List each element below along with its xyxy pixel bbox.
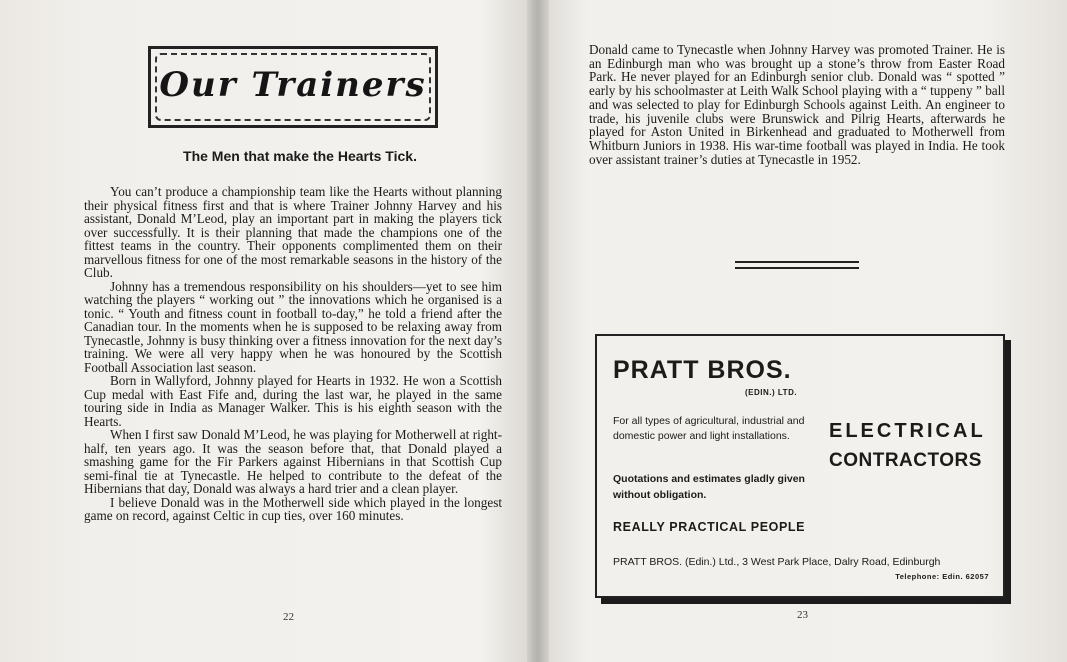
ad-company-name: PRATT BROS. [613,356,792,384]
paragraph: Johnny has a tremendous responsibility on his shoulders—yet to see him watching the players “ working out ” the innovations which he organised is a tonic. “ Youth and fitness count in football to-day,” he told a friend after the Canadian tour. In the moments when he is supposed to be relaxing away from Tynecastle, Johnny is busy thinking over a fitness innovation for the next day’s training. We were all very happy when he was honoured by the Scottish Football Association last season. [84,278,502,375]
page-number: 23 [797,609,808,621]
ad-quotations-text: Quotations and estimates gladly given without obligation. [613,473,805,501]
divider-line [735,267,859,269]
ad-tagline: REALLY PRACTICAL PEOPLE [613,520,806,534]
ad-telephone: Telephone: Edin. 62057 [895,572,989,581]
title-frame [148,46,438,128]
article-body [84,185,502,523]
page-title: Our Trainers [159,65,427,105]
paragraph: You can’t produce a championship team like the Hearts without planning their physical fitness first and that is where Trainer Johnny Harvey and his assistant, Donald M’Leod, play an important part in making the players tick over successfully. It is their planning that made the champions one of the fittest teams in the country. Their opponents complimented them on their marvellous fitness for one of the most remarkable seasons in the history of the Club. [84,184,502,280]
page-number: 22 [283,611,294,623]
paragraph: Donald came to Tynecastle when Johnny Harvey was promoted Trainer. He is an Edinburgh man who was brought up a stone’s throw from Easter Road Park. He never played for an Edinburgh senior club. Donald was “ spotted ” early by his schoolmaster at Leith Walk School playing with a “ tuppeny ” ball and was selected to play for Edinburgh Schools against Leith. An engineer to trade, his juvenile clubs were Brunswick and Pilrig Hearts, afterwards he played for Aston United in Birkenhead and graduated to Motherwell from Whitburn Juniors in 1938. His war-time football was played in India. He took over assistant trainer’s duties at Tynecastle in 1952. [589,42,1005,167]
ad-services-text: For all types of agricultural, industrial and domestic power and light installations. [613,415,805,442]
article-subtitle: The Men that make the Hearts Tick. [183,148,417,164]
paragraph: I believe Donald was in the Motherwell side which played in the longest game on record, against Celtic in cup ties, over 160 minutes. [84,494,502,523]
ad-contractors-heading: CONTRACTORS [829,450,982,471]
paragraph: When I first saw Donald M’Leod, he was playing for Motherwell at right-half, ten years ago. It was the season before that, that Donald played a smashing game for the Fir Parkers against Hibernians in that Scottish Cup semi-final tie at Tynecastle. He helped to contribute to the defeat of the Hibernians that day, Donald was always a hard trier and a clean player. [84,427,502,496]
article-continuation [589,43,1005,166]
divider-line [735,261,859,263]
ad-electrical-heading: ELECTRICAL [829,420,986,442]
right-page [545,0,1067,662]
advertisement [595,334,1005,598]
paragraph: Born in Wallyford, Johnny played for Hearts in 1932. He won a Scottish Cup medal with East Fife and, during the last war, he played in the same touring side in India as Manager Walker. This is his eighth season with the Hearts. [84,373,502,429]
ad-address: PRATT BROS. (Edin.) Ltd., 3 West Park Place, Dalry Road, Edinburgh [613,556,941,568]
ad-company-suffix: (EDIN.) LTD. [745,388,798,397]
